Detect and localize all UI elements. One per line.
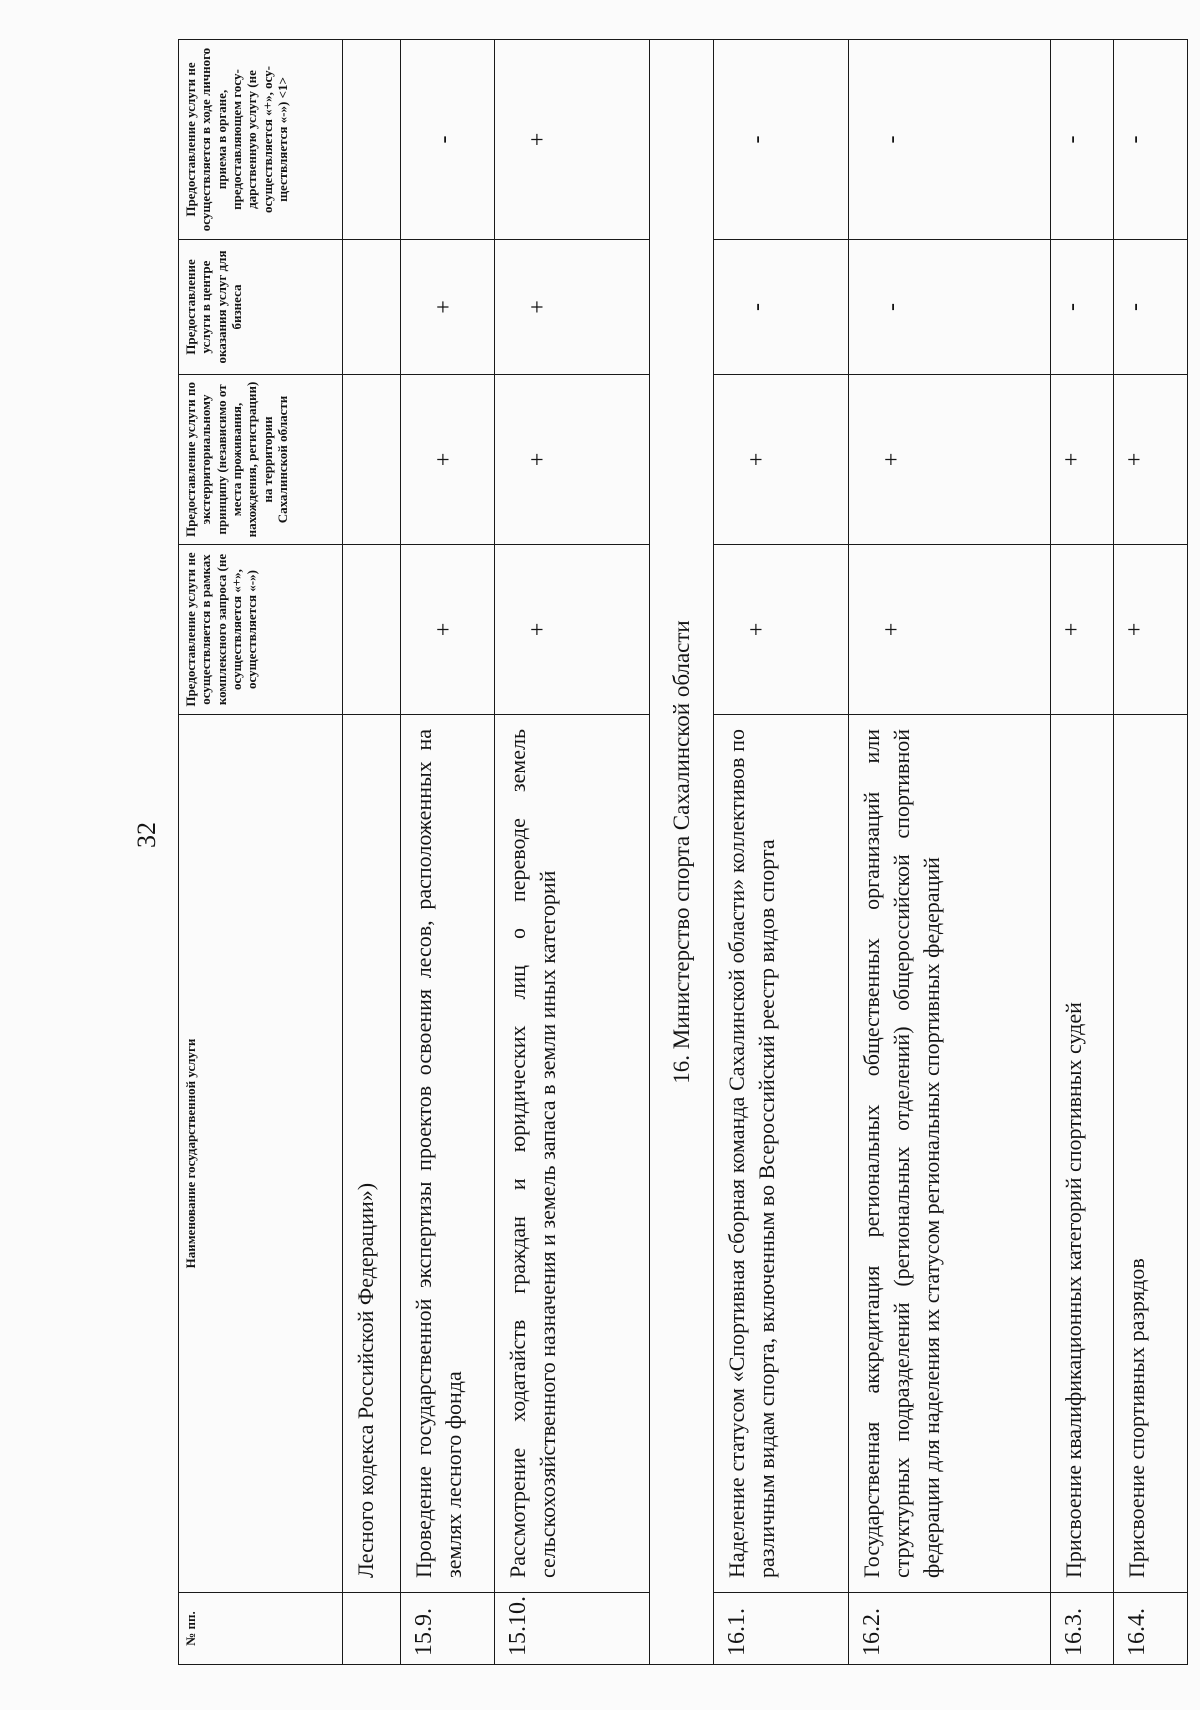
header-business-center: Предоставление услуги в центре оказания услуг для бизнеса (179, 240, 343, 375)
table-row (1114, 40, 1188, 1665)
service-name: Присвоение спортивных разрядов (1114, 715, 1188, 1593)
row-number: 15.10. (494, 1593, 650, 1665)
complex-request-mark: + (494, 545, 650, 715)
business-center-mark: + (494, 240, 650, 375)
continuation-name: Лесного кодекса Российской Федерации») (343, 715, 401, 1593)
extraterritorial-mark: + (1050, 375, 1114, 545)
service-name: Проведение государственной экспертизы проектов освоения лесов, расположенных на землях лесного фонда (400, 715, 494, 1593)
header-row (179, 40, 343, 1665)
table-row (1050, 40, 1114, 1665)
complex-request-mark: + (1114, 545, 1188, 715)
row-number: 16.4. (1114, 1593, 1188, 1665)
extraterritorial-mark: + (1114, 375, 1188, 545)
complex-request-mark: + (713, 545, 848, 715)
personal-reception-mark: + (494, 40, 650, 240)
header-service-name: Наименование государственной услуги (179, 715, 343, 1593)
business-center-mark: - (848, 240, 1050, 375)
header-extraterritorial: Предоставление услуги по экстерриториальному принципу (независимо от места проживания, нахождения, регистрации) на территории Сахалинской области (179, 375, 343, 545)
extraterritorial-mark: + (713, 375, 848, 545)
personal-reception-mark: - (400, 40, 494, 240)
header-personal-reception: Предоставление услуги не осуществляется в ходе личного приема в органе, предоставляющем государственную услугу (не осуществляется «+», осуществляется «-») <1> (179, 40, 343, 240)
business-center-mark: + (400, 240, 494, 375)
header-complex-request: Предоставление услуги не осуществляется в рамках комплексного запроса (не осуществляется «+», осуществляется «-») (179, 545, 343, 715)
continuation-row (343, 40, 401, 1665)
personal-reception-mark: - (848, 40, 1050, 240)
service-name: Присвоение квалификационных категорий спортивных судей (1050, 715, 1114, 1593)
complex-request-mark: + (848, 545, 1050, 715)
business-center-mark: - (1050, 240, 1114, 375)
service-name: Рассмотрение ходатайств граждан и юридических лиц о переводе земель сельскохозяйственного назначения и земель запаса в земли иных категорий (494, 715, 650, 1593)
table-row (848, 40, 1050, 1665)
services-table-frame (178, 40, 1188, 1665)
table-row (713, 40, 848, 1665)
rotated-table-container (178, 40, 1188, 1665)
row-number: 15.9. (400, 1593, 494, 1665)
complex-request-mark: + (1050, 545, 1114, 715)
service-name: Наделение статусом «Спортивная сборная команда Сахалинской области» коллективов по различным видам спорта, включенным во Всероссийский реестр видов спорта (713, 715, 848, 1593)
row-number: 16.1. (713, 1593, 848, 1665)
personal-reception-mark: - (713, 40, 848, 240)
complex-request-mark: + (400, 545, 494, 715)
personal-reception-mark: - (1050, 40, 1114, 240)
service-name: Государственная аккредитация региональных общественных организаций или структурных подразделений (региональных отделений) общероссийской спортивной федерации для наделения их статусом региональных спортивных федераций (848, 715, 1050, 1593)
section-heading-row (650, 40, 714, 1665)
extraterritorial-mark: + (400, 375, 494, 545)
personal-reception-mark: - (1114, 40, 1188, 240)
extraterritorial-mark: + (494, 375, 650, 545)
services-table (178, 39, 1188, 1665)
extraterritorial-mark: + (848, 375, 1050, 545)
table-row (400, 40, 494, 1665)
business-center-mark: - (1114, 240, 1188, 375)
continuation-num (343, 1593, 401, 1665)
table-row (494, 40, 650, 1665)
row-number: 16.2. (848, 1593, 1050, 1665)
business-center-mark: - (713, 240, 848, 375)
row-number: 16.3. (1050, 1593, 1114, 1665)
header-num: № пп. (179, 1593, 343, 1665)
section-16-title: 16. Министерство спорта Сахалинской области (650, 40, 714, 1665)
page-number: 32 (132, 822, 161, 848)
